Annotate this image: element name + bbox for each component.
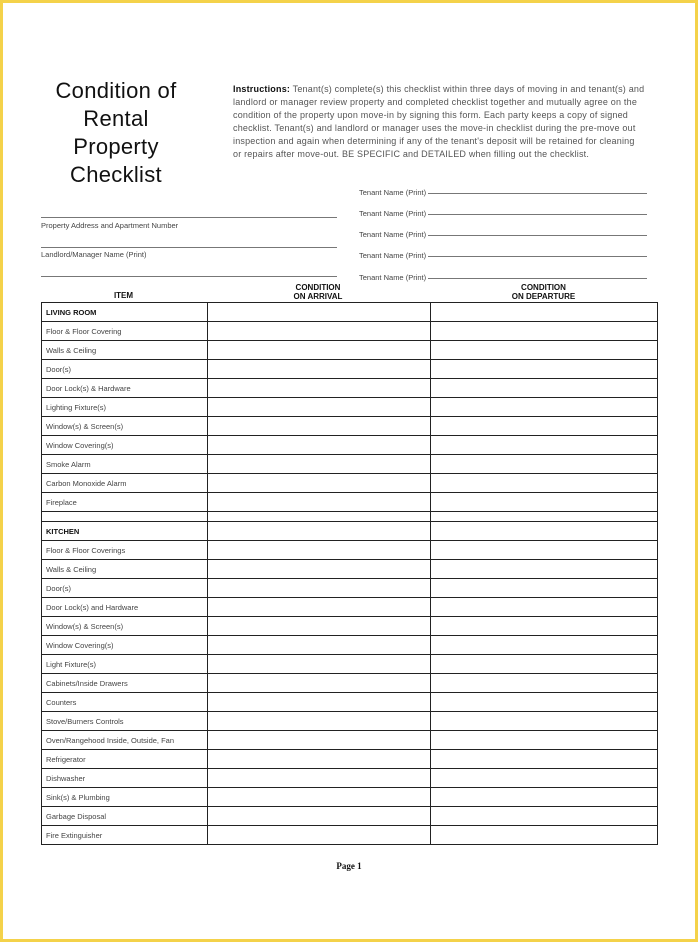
arrival-cell[interactable] — [208, 522, 431, 541]
table-row — [42, 379, 658, 398]
item-label: Cabinets/Inside Drawers — [42, 674, 208, 693]
item-label: Oven/Rangehood Inside, Outside, Fan — [42, 731, 208, 750]
arrival-cell[interactable] — [208, 417, 431, 436]
arrival-cell[interactable] — [208, 303, 431, 322]
table-row — [42, 417, 658, 436]
section-heading: KITCHEN — [42, 522, 208, 541]
table-row — [42, 436, 658, 455]
table-row — [42, 493, 658, 512]
instructions-block — [233, 83, 645, 161]
arrival-cell[interactable] — [208, 731, 431, 750]
arrival-cell[interactable] — [208, 636, 431, 655]
arrival-cell[interactable] — [208, 493, 431, 512]
table-row — [42, 788, 658, 807]
arrival-cell[interactable] — [208, 712, 431, 731]
condition-table — [41, 302, 658, 845]
departure-cell[interactable] — [431, 693, 658, 712]
arrival-cell[interactable] — [208, 474, 431, 493]
spacer-row — [42, 512, 658, 522]
departure-cell[interactable] — [431, 636, 658, 655]
departure-cell[interactable] — [431, 360, 658, 379]
arrival-cell[interactable] — [208, 750, 431, 769]
item-label: Floor & Floor Covering — [42, 322, 208, 341]
table-row — [42, 826, 658, 845]
arrival-cell[interactable] — [208, 598, 431, 617]
arrival-cell[interactable] — [208, 807, 431, 826]
departure-cell[interactable] — [431, 474, 658, 493]
item-label: Refrigerator — [42, 750, 208, 769]
arrival-cell[interactable] — [208, 341, 431, 360]
tenant-name-label: Tenant Name (Print) — [359, 273, 427, 282]
arrival-cell[interactable] — [208, 693, 431, 712]
arrival-cell[interactable] — [208, 360, 431, 379]
departure-column-header: CONDITION ON DEPARTURE — [511, 283, 576, 301]
table-row — [42, 712, 658, 731]
table-row — [42, 541, 658, 560]
arrival-cell[interactable] — [208, 655, 431, 674]
departure-cell[interactable] — [431, 579, 658, 598]
item-label: Light Fixture(s) — [42, 655, 208, 674]
departure-cell[interactable] — [431, 436, 658, 455]
instructions-label: Instructions: — [233, 84, 291, 94]
item-label: Garbage Disposal — [42, 807, 208, 826]
item-label: Window Covering(s) — [42, 636, 208, 655]
table-row — [42, 617, 658, 636]
item-label: Floor & Floor Coverings — [42, 541, 208, 560]
table-row — [42, 474, 658, 493]
title-line: Checklist — [70, 162, 162, 187]
departure-cell[interactable] — [431, 788, 658, 807]
departure-cell[interactable] — [431, 417, 658, 436]
title-line: Property — [73, 134, 159, 159]
arrival-cell[interactable] — [208, 560, 431, 579]
spacer-cell — [431, 512, 658, 522]
landlord-name-label: Landlord/Manager Name (Print) — [41, 250, 147, 259]
departure-cell[interactable] — [431, 303, 658, 322]
departure-cell[interactable] — [431, 712, 658, 731]
item-label: Window(s) & Screen(s) — [42, 417, 208, 436]
item-label: Walls & Ceiling — [42, 341, 208, 360]
departure-cell[interactable] — [431, 731, 658, 750]
arrival-cell[interactable] — [208, 322, 431, 341]
table-row — [42, 769, 658, 788]
departure-cell[interactable] — [431, 674, 658, 693]
departure-cell[interactable] — [431, 455, 658, 474]
title-line: Rental — [83, 106, 149, 131]
tenant-name-field-3[interactable] — [359, 223, 647, 239]
arrival-column-header: CONDITION ON ARRIVAL — [293, 283, 343, 301]
table-row — [42, 674, 658, 693]
arrival-cell[interactable] — [208, 674, 431, 693]
table-row — [42, 598, 658, 617]
item-label: Window(s) & Screen(s) — [42, 617, 208, 636]
item-label: Door Lock(s) and Hardware — [42, 598, 208, 617]
table-row — [42, 398, 658, 417]
tenant-name-label: Tenant Name (Print) — [359, 188, 427, 197]
arrival-cell[interactable] — [208, 826, 431, 845]
item-label: Stove/Burners Controls — [42, 712, 208, 731]
table-row — [42, 750, 658, 769]
table-row — [42, 693, 658, 712]
arrival-cell[interactable] — [208, 579, 431, 598]
arrival-cell[interactable] — [208, 541, 431, 560]
tenant-name-field-5[interactable] — [359, 266, 647, 282]
departure-cell[interactable] — [431, 598, 658, 617]
landlord-signature-line[interactable] — [41, 276, 337, 277]
tenant-name-label: Tenant Name (Print) — [359, 230, 427, 239]
arrival-cell[interactable] — [208, 436, 431, 455]
item-label: Window Covering(s) — [42, 436, 208, 455]
departure-cell[interactable] — [431, 322, 658, 341]
departure-cell[interactable] — [431, 541, 658, 560]
table-row — [42, 560, 658, 579]
document-title — [31, 77, 201, 189]
tenant-name-label: Tenant Name (Print) — [359, 251, 427, 260]
table-row — [42, 579, 658, 598]
page-number: Page 1 — [336, 861, 362, 871]
instructions-text: Tenant(s) complete(s) this checklist within three days of moving in and tenant(s) and landlord or manager review property and completed checklist together and mutually agree on the condition of the property upon move-in by signing this form. Each party keeps a copy of signed checklist. Tenant(s) and landlord or manager uses the move-in checklist during the pre-move out inspection and again when determining if any of the tenant's deposit will be retained for cleaning or repairs after move-out. BE SPECIFIC and DETAILED when filling out the checklist. — [233, 84, 645, 159]
departure-cell[interactable] — [431, 655, 658, 674]
tenant-name-label: Tenant Name (Print) — [359, 209, 427, 218]
departure-cell[interactable] — [431, 398, 658, 417]
arrival-cell[interactable] — [208, 455, 431, 474]
arrival-cell[interactable] — [208, 788, 431, 807]
item-label: Sink(s) & Plumbing — [42, 788, 208, 807]
item-label: Lighting Fixture(s) — [42, 398, 208, 417]
tenant-name-field-1[interactable] — [359, 181, 647, 197]
tenant-name-field-4[interactable] — [359, 244, 647, 260]
departure-cell[interactable] — [431, 522, 658, 541]
section-header-row — [42, 522, 658, 541]
table-row — [42, 341, 658, 360]
spacer-cell — [208, 512, 431, 522]
table-row — [42, 455, 658, 474]
landlord-name-line[interactable] — [41, 247, 337, 248]
item-label: Counters — [42, 693, 208, 712]
table-row — [42, 655, 658, 674]
table-row — [42, 731, 658, 750]
table-row — [42, 360, 658, 379]
section-header-row — [42, 303, 658, 322]
departure-cell[interactable] — [431, 341, 658, 360]
departure-cell[interactable] — [431, 379, 658, 398]
property-address-line[interactable] — [41, 217, 337, 218]
item-label: Door Lock(s) & Hardware — [42, 379, 208, 398]
tenant-name-field-2[interactable] — [359, 202, 647, 218]
departure-cell[interactable] — [431, 826, 658, 845]
departure-cell[interactable] — [431, 750, 658, 769]
item-label: Door(s) — [42, 579, 208, 598]
item-column-header: ITEM — [113, 291, 134, 300]
item-label: Fire Extinguisher — [42, 826, 208, 845]
spacer-cell — [42, 512, 208, 522]
departure-cell[interactable] — [431, 769, 658, 788]
checklist-page — [3, 3, 695, 939]
table-row — [42, 636, 658, 655]
departure-cell[interactable] — [431, 493, 658, 512]
item-label: Fireplace — [42, 493, 208, 512]
arrival-cell[interactable] — [208, 398, 431, 417]
section-heading: LIVING ROOM — [42, 303, 208, 322]
item-label: Walls & Ceiling — [42, 560, 208, 579]
departure-cell[interactable] — [431, 617, 658, 636]
table-row — [42, 807, 658, 826]
title-line: Condition of — [55, 78, 177, 103]
property-address-label: Property Address and Apartment Number — [41, 221, 179, 230]
departure-cell[interactable] — [431, 807, 658, 826]
item-label: Door(s) — [42, 360, 208, 379]
item-label: Dishwasher — [42, 769, 208, 788]
arrival-cell[interactable] — [208, 379, 431, 398]
arrival-cell[interactable] — [208, 617, 431, 636]
departure-cell[interactable] — [431, 560, 658, 579]
table-row — [42, 322, 658, 341]
item-label: Carbon Monoxide Alarm — [42, 474, 208, 493]
arrival-cell[interactable] — [208, 769, 431, 788]
item-label: Smoke Alarm — [42, 455, 208, 474]
